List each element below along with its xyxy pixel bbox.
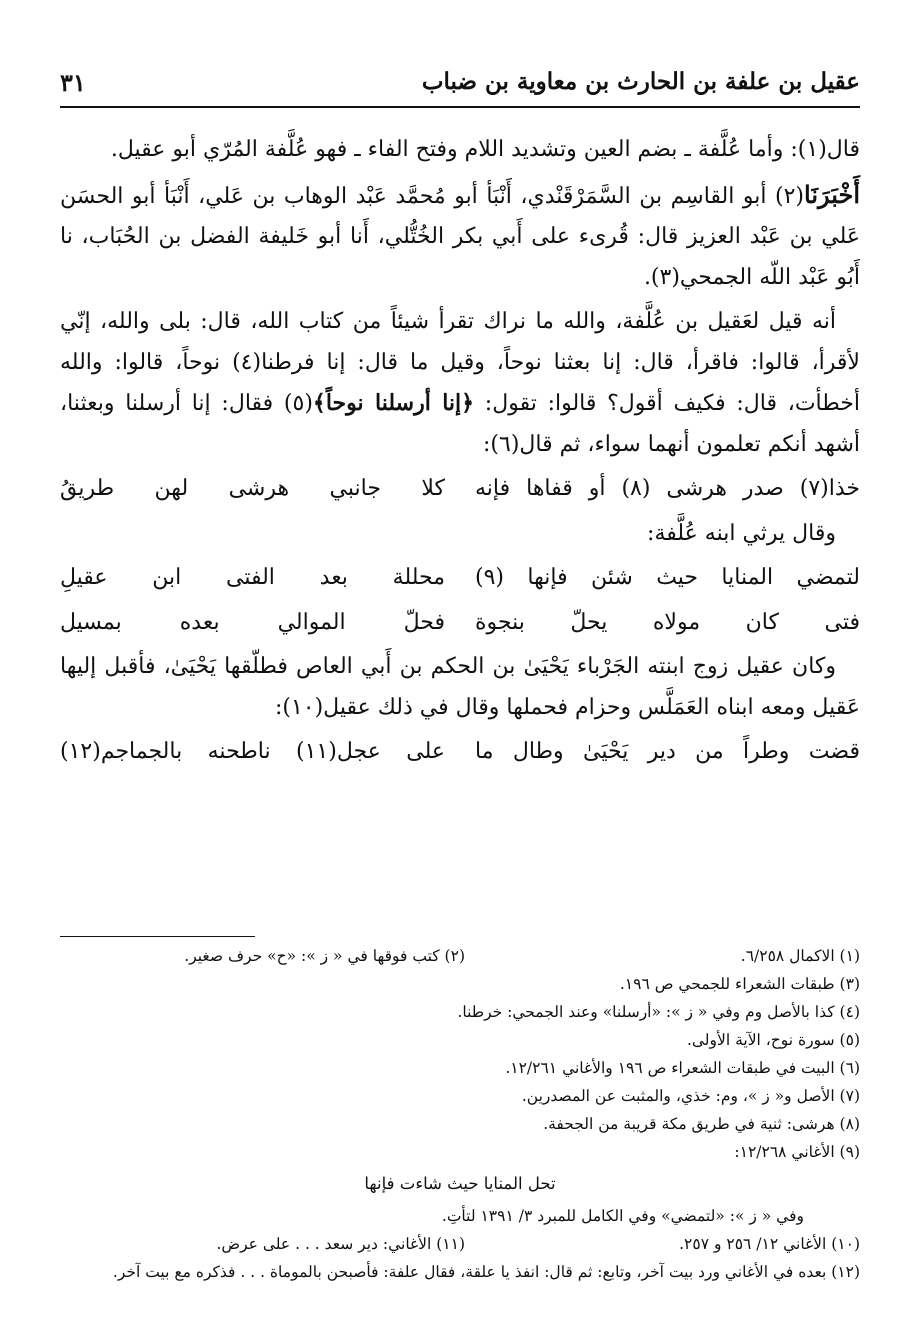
footnote-4: (٤) كذا بالأصل وم وفي « ز »: «أرسلنا» وعند الجمحي: خرطنا. — [457, 1003, 860, 1021]
main-text — [60, 130, 860, 777]
footnotes — [60, 942, 860, 1286]
verse-4-first-hemistich: قضت وطراً من دير يَحْيَىٰ وطال ما — [475, 739, 860, 764]
footnote-9: (٩) الأغاني ١٢/٢٦٨: — [734, 1143, 860, 1161]
footnote-10: (١٠) الأغاني ١٢/ ٢٥٦ و ٢٥٧. — [679, 1235, 860, 1253]
verse-1-second-hemistich: كلا جانبي هرشى لهن طريقُ — [60, 476, 445, 501]
quran-quote: ﴿إنا أرسلنا نوحاً﴾ — [312, 390, 475, 416]
header-rule — [60, 106, 860, 108]
footnote-5: (٥) سورة نوح، الآية الأولى. — [686, 1031, 860, 1049]
footnote-12: (١٢) بعده في الأغاني ورد بيت آخر، وتابع: ثم قال: انفذ يا علقة، فقال علفة: فأصبحن بالموماة . . . فذكره مع بيت آخر. — [112, 1263, 860, 1281]
verse-3-second-hemistich: فحلّ الموالي بعده بمسيل — [60, 609, 445, 635]
footnote-row-1-2 — [60, 942, 860, 970]
paragraph-2-text: (٢) أبو القاسِم بن السَّمَرْقَنْدي، أَنْبَأ أبو مُحمَّد عَبْد الوهاب بن عَلي، أَنْبَأ أبو الحسَن عَلي بن عَبْد العزيز قال: قُرىء على أَبي بكر الخُتُّلي، أَنا أبو خَليفة الفضل بن الحُبَاب، نا أَبُو عَبْد اللّه الجمحي(٣). — [60, 183, 860, 290]
paragraph-4: وقال يرثي ابنه عُلَّفة: — [647, 520, 836, 546]
paragraph-5: وكان عقيل زوج ابنته الجَرْباء يَحْيَىٰ بن الحكم بن أَبي العاص فطلّقها يَحْيَىٰ، فأقبل إليها عَقيل ومعه ابناه العَمَلَّس وحزام فحملها وقال في ذلك عقيل(١٠): — [60, 654, 860, 720]
verse-2-second-hemistich: محللة بعد الفتى ابن عقيلِ — [60, 565, 445, 590]
footnote-3: (٣) طبقات الشعراء للجمحي ص ١٩٦. — [619, 975, 860, 993]
footnote-11: (١١) الأغاني: دير سعد . . . على عرض. — [216, 1235, 465, 1253]
running-title: عقيل بن علفة بن الحارث بن معاوية بن ضباب — [421, 68, 860, 95]
page-header — [60, 62, 860, 106]
paragraph-2 — [60, 175, 860, 299]
verse-4-second-hemistich: على عجل(١١) ناطحنه بالجماجم(١٢) — [60, 739, 445, 764]
paragraph-1: قال(١): وأما عُلَّفة ـ بضم العين وتشديد اللام وفتح الفاء ـ فهو عُلَّفة المُرّي أبو عقيل. — [110, 137, 860, 162]
paragraph-3-text-b: (٥) فقال: إنا أرسلنا وبعثنا، أشهد أنكم تعلمون أنهما سواء، ثم قال(٦): — [60, 391, 860, 457]
verse-2 — [60, 558, 860, 599]
footnote-8: (٨) هرشى: ثنية في طريق مكة قريبة من الجحفة. — [543, 1115, 860, 1133]
verse-1-first-hemistich: خذا(٧) صدر هرشى (٨) أو قفاها فإنه — [475, 476, 860, 501]
isnad-lead-word: أَخْبَرَنَا — [804, 179, 860, 209]
verse-1 — [60, 469, 860, 510]
verse-2-first-hemistich: لتمضي المنايا حيث شئن فإنها (٩) — [475, 565, 860, 590]
page-number: ٣١ — [60, 68, 86, 97]
verse-4 — [60, 732, 860, 773]
footnote-row-10-11 — [60, 1230, 860, 1258]
footnote-1: (١) الاكمال ٦/٢٥٨. — [740, 947, 860, 965]
footnote-rule — [60, 936, 255, 937]
verse-3-first-hemistich: فتى كان مولاه يحلّ بنجوة — [475, 609, 860, 635]
footnote-6: (٦) البيت في طبقات الشعراء ص ١٩٦ والأغاني ١٢/٢٦١. — [505, 1059, 860, 1077]
footnote-7: (٧) الأصل و« ز »، وم: خذي، والمثبت عن المصدرين. — [521, 1087, 860, 1105]
book-page — [60, 62, 860, 1322]
footnote-9-continuation: وفي « ز »: «لتمضي» وفي الكامل للمبرد ٣/ ١٣٩١ لتأتِ. — [441, 1207, 804, 1225]
footnote-2: (٢) كتب فوقها في « ز »: «ح» حرف صغير. — [184, 947, 465, 965]
verse-3 — [60, 603, 860, 644]
paragraph-3 — [60, 302, 860, 465]
footnote-9-verse: تحل المنايا حيث شاءت فإنها — [364, 1174, 556, 1193]
paragraph-3-text-a: أنه قيل لعَقيل بن عُلَّفة، والله ما نراك تقرأ شيئاً من كتاب الله، قال: بلى والله، إنّي لأقرأ، قالوا: فاقرأ، قال: إنا بعثنا نوحاً، وقيل ما قال: إنا فرطنا(٤) نوحاً، قالوا: والله أخطأت، قال: فكيف أقول؟ قالوا: تقول: — [60, 309, 860, 416]
